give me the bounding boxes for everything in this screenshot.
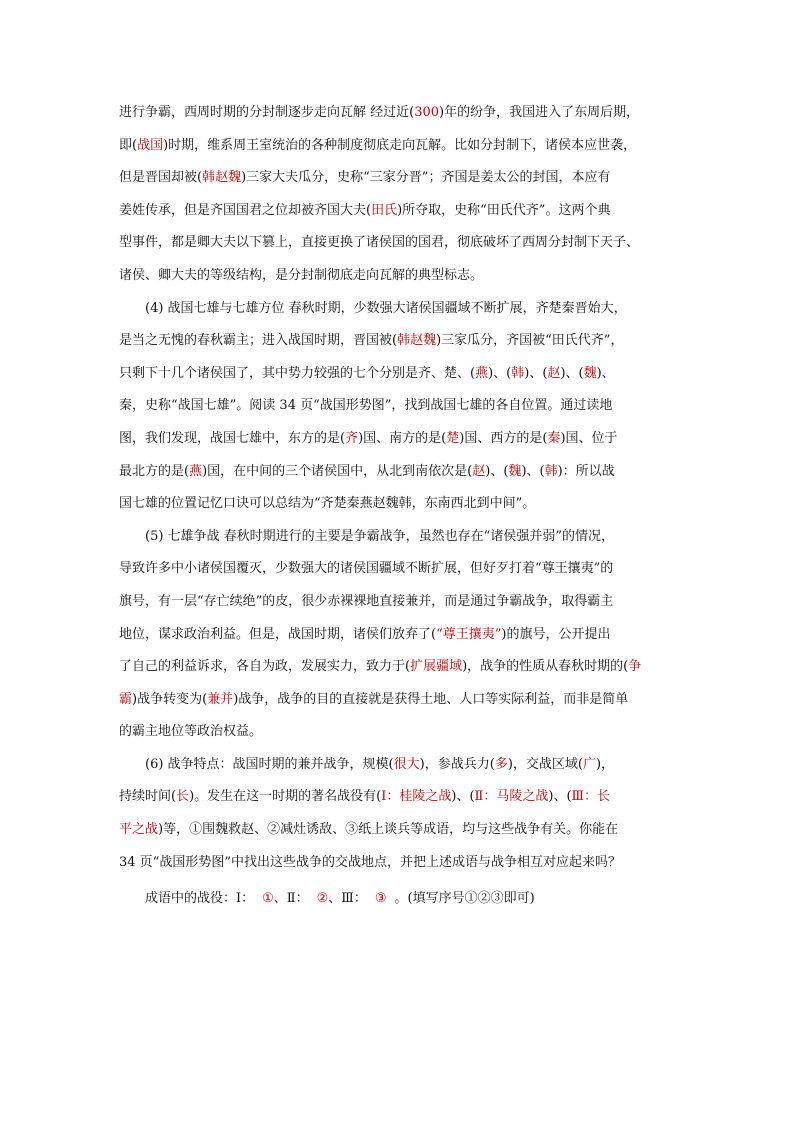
answer-text: 长 bbox=[176, 789, 190, 805]
answer-text: Ⅰ：桂陵之战 bbox=[381, 789, 452, 805]
answer-text: 魏 bbox=[583, 365, 597, 381]
answer-text: ② bbox=[316, 891, 329, 907]
paragraph-6-line-3: 平之战)等，①围魏救赵、②减灶诱敌、③纸上谈兵等成语，均与这些战争有关。你能在 bbox=[119, 822, 619, 838]
paragraph-3-line-2: 即(战国)时期，维系周王室统治的各种制度彻底走向瓦解。比如分封制下，诸侯本应世袭， bbox=[119, 137, 637, 153]
answer-text: 多 bbox=[494, 756, 508, 772]
answer-text: 田氏 bbox=[371, 202, 398, 218]
answer-text: 魏 bbox=[508, 463, 522, 479]
paragraph-5-line-7: 的霸主地位等政治权益。 bbox=[119, 724, 263, 740]
answer-line: 成语中的战役：Ⅰ： ①、Ⅱ： ②、Ⅲ： ③ 。(填写序号①②③即可) bbox=[145, 891, 535, 907]
paragraph-6-line-4: 34 页“战国形势图”中找出这些战争的交战地点，并把上述成语与战争相互对应起来吗？ bbox=[119, 854, 621, 870]
paragraph-4-line-5: 图，我们发现，战国七雄中，东方的是(齐)国、南方的是(楚)国、西方的是(秦)国、位于 bbox=[119, 430, 618, 446]
answer-text: 韩 bbox=[544, 463, 558, 479]
answer-text: “尊王攘夷” bbox=[436, 626, 502, 642]
paragraph-3-line-1: 进行争霸，西周时期的分封制逐步走向瓦解 经过近(300)年的纷争，我国进入了东周后期， bbox=[119, 105, 640, 120]
paragraph-5-line-4: 地位，谋求政治利益。但是，战国时期，诸侯们放弃了(“尊王攘夷”)的旗号，公开提出 bbox=[119, 626, 611, 642]
answer-text: 楚 bbox=[446, 430, 460, 446]
answer-text: 韩赵魏 bbox=[397, 333, 437, 349]
paragraph-3-line-6: 诸侯、卿大夫的等级结构，是分封制彻底走向瓦解的典型标志。 bbox=[119, 267, 484, 283]
paragraph-4-line-2: 是当之无愧的春秋霸主；进入战国时期，晋国被(韩赵魏)三家瓜分，齐国被“田氏代齐”， bbox=[119, 333, 624, 349]
answer-text: 齐 bbox=[345, 430, 359, 446]
answer-text: 韩 bbox=[511, 365, 525, 381]
answer-text: 燕 bbox=[189, 463, 203, 479]
paragraph-5-line-2: 导致许多中小诸侯国覆灭，少数强大的诸侯国疆域不断扩展，但好歹打着“尊王攘夷”的 bbox=[119, 561, 614, 577]
answer-text: 兼并 bbox=[207, 691, 234, 707]
answer-text: 300 bbox=[414, 105, 440, 120]
paragraph-6-line-2: 持续时间(长)。发生在这一时期的著名战役有(Ⅰ：桂陵之战)、(Ⅱ：马陵之战)、(Ⅲ：长 bbox=[119, 789, 611, 805]
answer-text: 秦 bbox=[547, 430, 561, 446]
paragraph-3-line-4: 姜姓传承，但是齐国国君之位却被齐国大夫(田氏)所夺取，史称“田氏代齐”。这两个典 bbox=[119, 202, 611, 218]
answer-text: 韩赵魏 bbox=[202, 170, 242, 186]
answer-text: ① bbox=[262, 891, 274, 907]
answer-text: 战国 bbox=[137, 137, 164, 153]
paragraph-4-line-4: 秦，史称“战国七雄”。阅读 34 页“战国形势图”，找到战国七雄的各自位置。通过读地 bbox=[119, 398, 613, 414]
answer-text: 扩展疆域 bbox=[410, 659, 463, 675]
answer-text: ③ bbox=[374, 891, 387, 907]
paragraph-6-line-1: (6) 战争特点：战国时期的兼并战争，规模(很大)，参战兵力(多)，交战区域(广)， bbox=[145, 756, 615, 772]
answer-text: 燕 bbox=[475, 365, 489, 381]
answer-text: 赵 bbox=[472, 463, 486, 479]
answer-text: 广 bbox=[582, 756, 596, 772]
paragraph-5-line-6: 霸)战争转变为(兼并)战争，战争的目的直接就是获得土地、人口等实际利益，而非是简单 bbox=[119, 691, 629, 707]
answer-text: Ⅱ：马陵之战 bbox=[474, 789, 549, 805]
paragraph-4-line-6: 最北方的是(燕)国，在中间的三个诸侯国中，从北到南依次是(赵)、(魏)、(韩)：所以战 bbox=[119, 463, 615, 479]
paragraph-3-line-3: 但是晋国却被(韩赵魏)三家大夫瓜分，史称“三家分晋”；齐国是姜太公的封国，本应有 bbox=[119, 170, 611, 186]
paragraph-5-line-1: (5) 七雄争战 春秋时期进行的主要是争霸战争，虽然也存在“诸侯强并弱”的情况， bbox=[145, 528, 614, 544]
answer-text: Ⅲ：长 bbox=[571, 789, 611, 805]
document-page bbox=[119, 97, 675, 916]
paragraph-3-line-5: 型事件，都是卿大夫以下篡上，直接更换了诸侯国的国君，彻底破坏了西周分封制下天子、 bbox=[119, 235, 640, 251]
answer-text: 霸 bbox=[119, 691, 133, 707]
paragraph-4-line-7: 国七雄的位置记忆口诀可以总结为“齐楚秦燕赵魏韩，东南西北到中间”。 bbox=[119, 496, 536, 512]
answer-text: 争 bbox=[628, 659, 642, 675]
paragraph-5-line-5: 了自己的利益诉求，各自为政，发展实力，致力于(扩展疆域)，战争的性质从春秋时期的(争 bbox=[119, 659, 642, 675]
paragraph-4-line-1: (4) 战国七雄与七雄方位 春秋时期，少数强大诸侯国疆域不断扩展，齐楚秦晋始大， bbox=[145, 300, 627, 316]
answer-text: 平之战 bbox=[119, 822, 159, 838]
paragraph-5-line-3: 旗号，有一层“存亡续绝”的皮，很少赤裸裸地直接兼并，而是通过争霸战争，取得霸主 bbox=[119, 593, 614, 609]
paragraph-4-line-3: 只剩下十几个诸侯国了，其中势力较强的七个分别是齐、楚、(燕)、(韩)、(赵)、(魏)、 bbox=[119, 365, 615, 381]
answer-text: 赵 bbox=[547, 365, 561, 381]
answer-text: 很大 bbox=[393, 756, 420, 772]
